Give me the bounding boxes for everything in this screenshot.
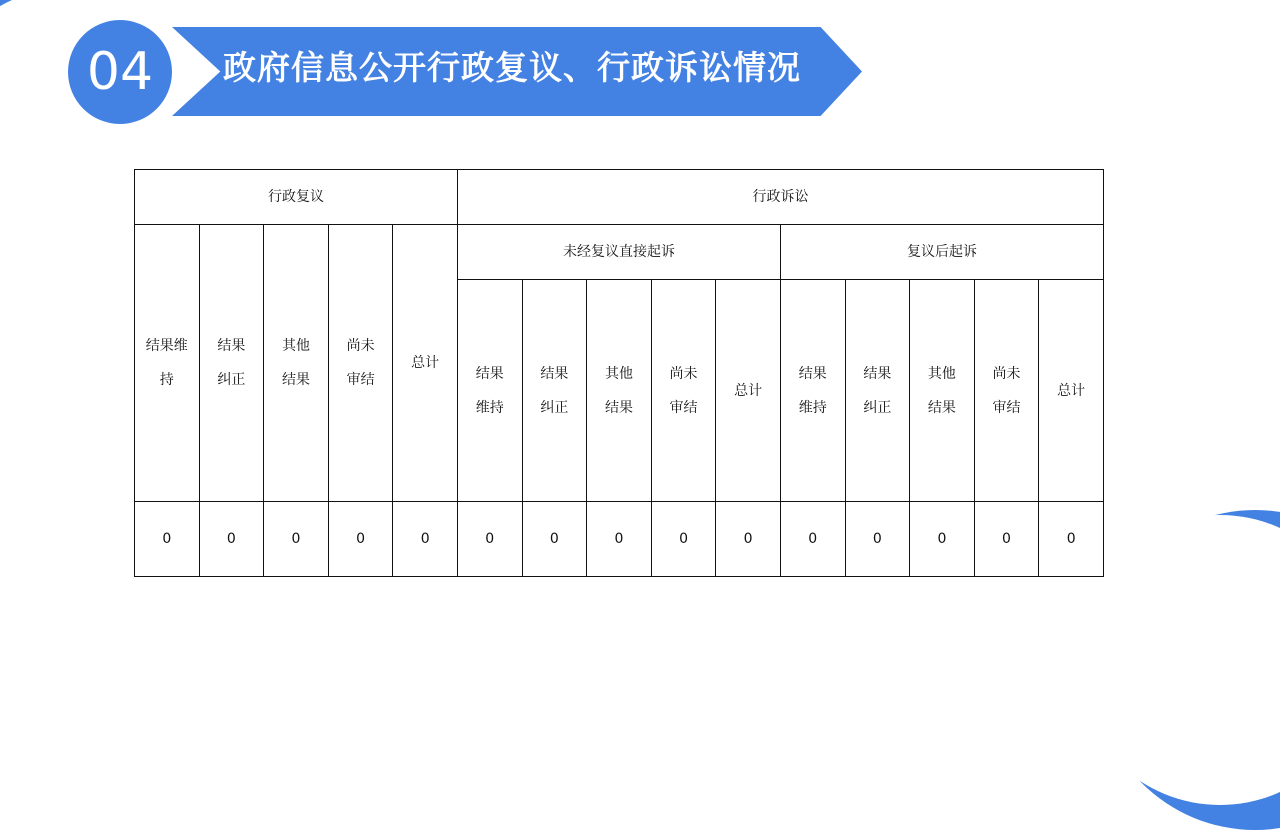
page-title: 政府信息公开行政复议、行政诉讼情况 bbox=[223, 48, 801, 87]
value-direct-maintained: 0 bbox=[457, 502, 522, 577]
value-review-maintained: 0 bbox=[135, 502, 200, 577]
header-review-total: 总计 bbox=[393, 225, 458, 502]
header-direct-total: 总计 bbox=[716, 280, 781, 502]
group-header-administrative-review: 行政复议 bbox=[135, 170, 458, 225]
header-after-corrected: 结果 纠正 bbox=[845, 280, 910, 502]
header-review-other: 其他 结果 bbox=[264, 225, 329, 502]
header-review-pending: 尚未 审结 bbox=[328, 225, 393, 502]
header-after-pending: 尚未 审结 bbox=[974, 280, 1039, 502]
value-after-maintained: 0 bbox=[780, 502, 845, 577]
table-header-row-1 bbox=[135, 170, 1104, 225]
header-after-maintained: 结果 维持 bbox=[780, 280, 845, 502]
value-direct-corrected: 0 bbox=[522, 502, 587, 577]
data-table bbox=[134, 169, 1104, 577]
litigation-summary-table bbox=[134, 169, 1104, 576]
subgroup-header-after-review-suit: 复议后起诉 bbox=[780, 225, 1103, 280]
subgroup-header-direct-suit: 未经复议直接起诉 bbox=[457, 225, 780, 280]
value-direct-pending: 0 bbox=[651, 502, 716, 577]
header-after-total: 总计 bbox=[1039, 280, 1104, 502]
value-review-pending: 0 bbox=[328, 502, 393, 577]
bottom-right-white-curve bbox=[1075, 515, 1280, 805]
group-header-administrative-litigation: 行政诉讼 bbox=[457, 170, 1103, 225]
header-review-maintained: 结果维 持 bbox=[135, 225, 200, 502]
value-review-total: 0 bbox=[393, 502, 458, 577]
header-direct-pending: 尚未 审结 bbox=[651, 280, 716, 502]
value-after-corrected: 0 bbox=[845, 502, 910, 577]
header-direct-maintained: 结果 维持 bbox=[457, 280, 522, 502]
header-direct-other: 其他 结果 bbox=[587, 280, 652, 502]
header-review-corrected: 结果 纠正 bbox=[199, 225, 264, 502]
header-after-other: 其他 结果 bbox=[910, 280, 975, 502]
table-header-row-2 bbox=[135, 225, 1104, 280]
value-after-other: 0 bbox=[910, 502, 975, 577]
value-after-pending: 0 bbox=[974, 502, 1039, 577]
table-data-row bbox=[135, 502, 1104, 577]
value-review-other: 0 bbox=[264, 502, 329, 577]
value-review-corrected: 0 bbox=[199, 502, 264, 577]
value-direct-total: 0 bbox=[716, 502, 781, 577]
header-direct-corrected: 结果 纠正 bbox=[522, 280, 587, 502]
section-number-badge: 04 bbox=[68, 20, 172, 124]
value-direct-other: 0 bbox=[587, 502, 652, 577]
value-after-total: 0 bbox=[1039, 502, 1104, 577]
